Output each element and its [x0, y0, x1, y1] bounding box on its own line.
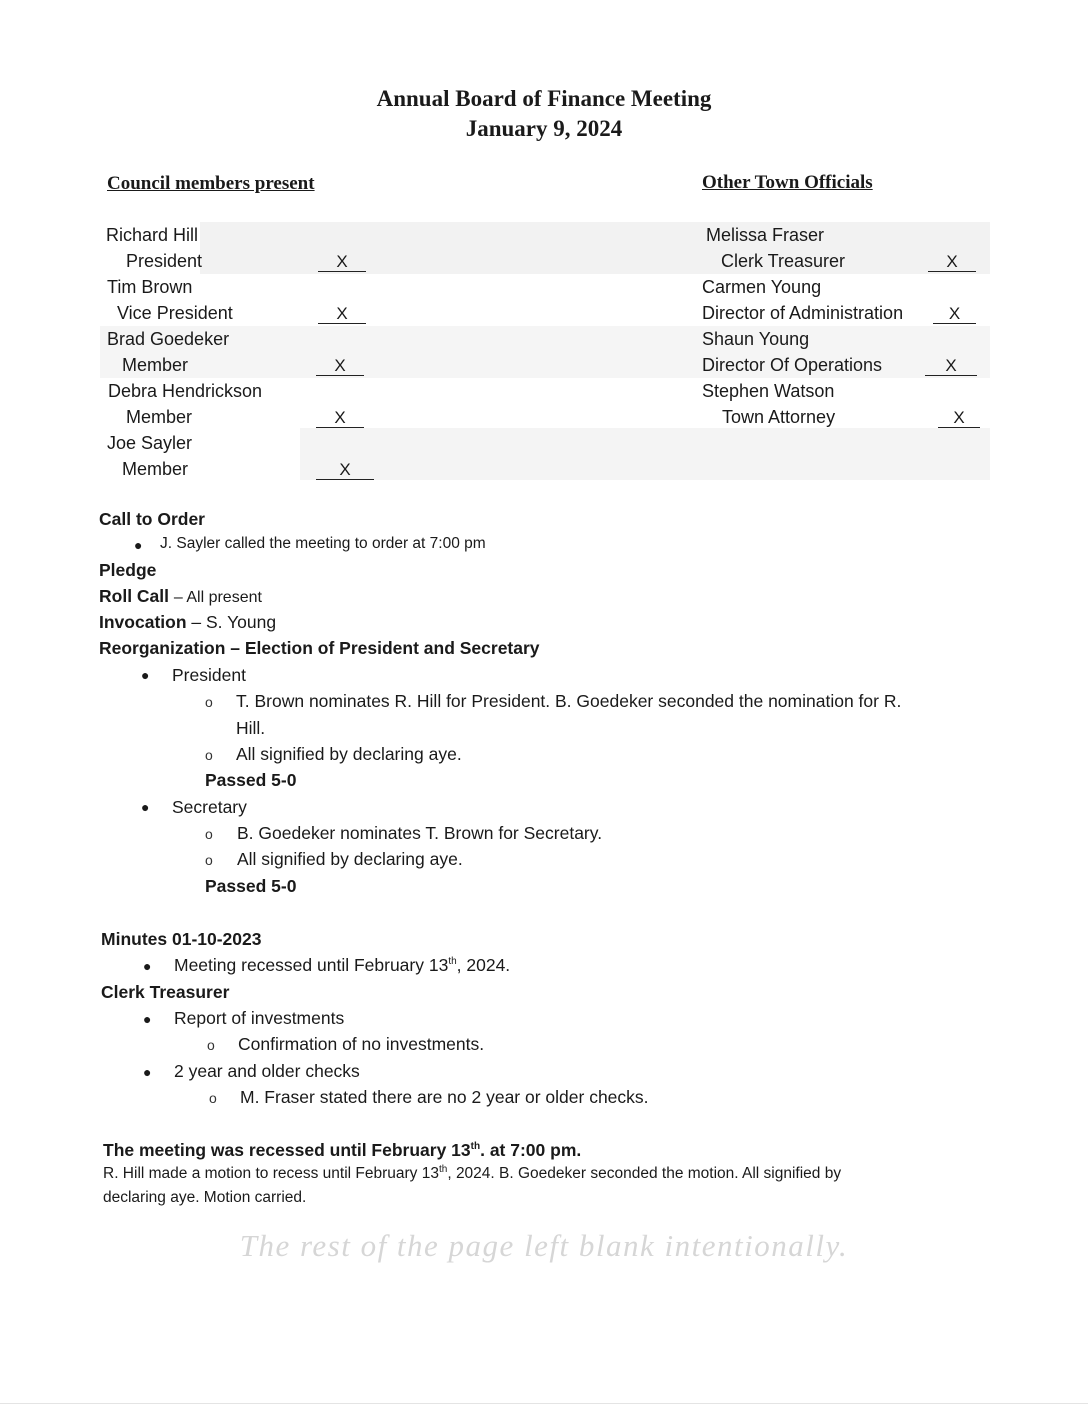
council-member-role: Member — [122, 459, 189, 479]
sub-bullet-icon: o — [209, 1090, 217, 1106]
official-name: Stephen Watson — [702, 381, 835, 401]
call-to-order-heading: Call to Order — [99, 509, 205, 529]
attendance-mark: X — [316, 459, 374, 480]
council-member-role: President — [126, 251, 203, 271]
bullet-icon: ● — [143, 1011, 152, 1027]
prior-minutes-item: Meeting recessed until February 13th, 2024. — [174, 955, 511, 975]
council-member-name: Brad Goedeker — [107, 329, 230, 349]
reorganization-heading: Reorganization – Election of President and Secretary — [99, 638, 540, 658]
council-member-name: Tim Brown — [107, 277, 193, 297]
prior-minutes-heading: Minutes 01-10-2023 — [101, 929, 262, 949]
president-vote: All signified by declaring aye. — [236, 744, 462, 764]
recess-heading: The meeting was recessed until February 13th. at 7:00 pm. — [103, 1140, 582, 1160]
official-name: Shaun Young — [702, 329, 810, 349]
council-member-role: Member — [126, 407, 193, 427]
council-member-name: Joe Sayler — [107, 433, 193, 453]
call-to-order-item: J. Sayler called the meeting to order at 7:00 pm — [160, 535, 486, 552]
recess-motion-line1: R. Hill made a motion to recess until February 13th, 2024. B. Goedeker seconded the motion. All signified by — [103, 1164, 842, 1183]
president-result: Passed 5-0 — [205, 770, 297, 790]
attendance-mark: X — [316, 355, 364, 376]
sub-bullet-icon: o — [207, 1037, 215, 1053]
attendance-mark: X — [938, 407, 980, 428]
attendance-mark: X — [316, 407, 364, 428]
official-name: Melissa Fraser — [706, 225, 825, 245]
roll-call-value: – All present — [173, 589, 262, 606]
attendance-mark: X — [925, 355, 977, 376]
president-nomination-line1: T. Brown nominates R. Hill for President. B. Goedeker seconded the nomination for R. — [236, 691, 902, 711]
officials-heading: Other Town Officials — [702, 172, 873, 193]
bullet-icon: ● — [134, 537, 143, 553]
investments-label: Report of investments — [174, 1008, 345, 1028]
secretary-result: Passed 5-0 — [205, 876, 297, 896]
attendance-mark: X — [318, 251, 366, 272]
investments-item: Confirmation of no investments. — [238, 1034, 485, 1054]
bullet-icon: ● — [141, 667, 150, 683]
official-name: Carmen Young — [702, 277, 822, 297]
roll-call-label: Roll Call — [99, 586, 170, 606]
council-member-name: Richard Hill — [106, 225, 199, 245]
pledge-heading: Pledge — [99, 560, 157, 580]
president-label: President — [172, 665, 246, 685]
recess-motion-line2: declaring aye. Motion carried. — [103, 1189, 307, 1206]
secretary-vote: All signified by declaring aye. — [237, 849, 463, 869]
bullet-icon: ● — [141, 799, 150, 815]
document-title: Annual Board of Finance Meeting — [376, 86, 712, 111]
sub-bullet-icon: o — [205, 694, 213, 710]
official-role: Clerk Treasurer — [721, 251, 846, 271]
scan-shade-band — [300, 428, 990, 480]
sub-bullet-icon: o — [205, 747, 213, 763]
official-role: Director of Administration — [702, 303, 904, 323]
secretary-nomination: B. Goedeker nominates T. Brown for Secretary. — [237, 823, 603, 843]
council-heading: Council members present — [107, 173, 315, 194]
official-role: Town Attorney — [722, 407, 836, 427]
president-nomination-line2: Hill. — [236, 718, 266, 738]
attendance-mark: X — [933, 303, 976, 324]
checks-label: 2 year and older checks — [174, 1061, 360, 1081]
invocation-value: – S. Young — [191, 612, 277, 632]
invocation-line — [99, 612, 276, 633]
roll-call-line — [99, 586, 262, 607]
attendance-mark: X — [318, 303, 366, 324]
clerk-treasurer-heading: Clerk Treasurer — [101, 982, 230, 1002]
attendance-mark: X — [928, 251, 976, 272]
official-role: Director Of Operations — [702, 355, 883, 375]
council-member-role: Member — [122, 355, 189, 375]
blank-page-note: The rest of the page left blank intentionally. — [239, 1228, 849, 1263]
sub-bullet-icon: o — [205, 852, 213, 868]
document-date: January 9, 2024 — [465, 116, 623, 141]
council-member-name: Debra Hendrickson — [108, 381, 263, 401]
bullet-icon: ● — [143, 1064, 152, 1080]
council-member-role: Vice President — [117, 303, 233, 323]
secretary-label: Secretary — [172, 797, 247, 817]
scan-edge-line — [0, 1403, 1088, 1404]
checks-item: M. Fraser stated there are no 2 year or older checks. — [240, 1087, 649, 1107]
bullet-icon: ● — [143, 958, 152, 974]
sub-bullet-icon: o — [205, 826, 213, 842]
invocation-label: Invocation — [99, 612, 187, 632]
